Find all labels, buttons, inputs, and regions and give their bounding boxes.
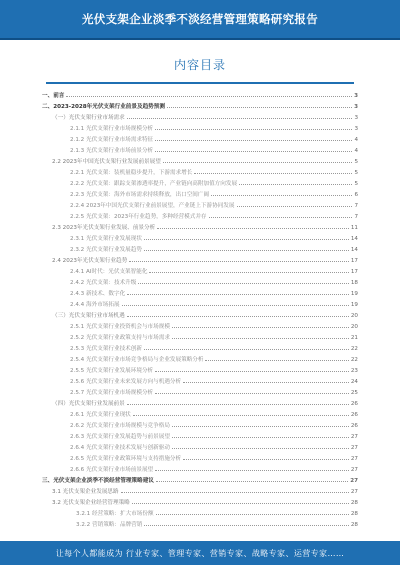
toc-title: 内容目录 — [173, 58, 226, 72]
toc-leader-dots — [239, 183, 352, 185]
toc-entry-title: 2.1.1 光伏支架行业市场规模分析 — [70, 126, 154, 132]
toc-leader-dots — [155, 469, 349, 471]
toc-entry-page: 28 — [350, 511, 358, 517]
toc-leader-dots — [209, 216, 353, 218]
toc-leader-dots — [172, 425, 349, 427]
toc-entry[interactable] — [40, 363, 358, 374]
toc-entry-title: （四）光伏支架行业发展前景 — [52, 401, 125, 407]
toc-entry-title: 3.2.2 营销策略：品牌营销 — [76, 522, 143, 528]
toc-entry[interactable] — [40, 99, 358, 110]
toc-entry[interactable] — [40, 308, 358, 319]
toc-entry-page: 7 — [354, 214, 358, 220]
toc-entry-page: 23 — [350, 368, 358, 374]
toc-divider — [46, 82, 354, 84]
toc-entry-page: 4 — [354, 148, 358, 154]
toc-entry-page: 4 — [354, 137, 358, 143]
toc-entry-page: 27 — [350, 467, 358, 473]
toc-leader-dots — [237, 205, 353, 207]
toc-entry-title: 2.5.6 光伏支架行业未来发展方向与机遇分析 — [70, 379, 182, 385]
toc-entry-title: 2.2 2023年中国光伏支架行业发展前景展望 — [52, 159, 161, 165]
report-footer — [0, 541, 400, 565]
toc-leader-dots — [194, 172, 352, 174]
toc-entry-page: 17 — [350, 269, 358, 275]
report-header — [0, 0, 400, 40]
toc-leader-dots — [138, 282, 349, 284]
toc-entry-title: 2.1.3 光伏支架行业市场前景分析 — [70, 148, 154, 154]
toc-leader-dots — [172, 436, 349, 438]
toc-leader-dots — [172, 337, 349, 339]
toc-entry[interactable] — [40, 330, 358, 341]
toc-leader-dots — [183, 381, 349, 383]
toc-leader-dots — [127, 403, 349, 405]
toc-entry[interactable] — [40, 484, 358, 495]
toc-leader-dots — [172, 447, 349, 449]
toc-entry[interactable] — [40, 462, 358, 473]
toc-entry[interactable] — [40, 418, 358, 429]
toc-entry[interactable] — [40, 176, 358, 187]
toc-entry-title: 2.3 2023年光伏支架行业发展、前景分析 — [52, 225, 156, 231]
toc-entry-page: 3 — [354, 115, 358, 121]
toc-entry[interactable] — [40, 396, 358, 407]
toc-entry-title: 2.5.7 光伏支架行业市场规模分析 — [70, 390, 154, 396]
toc-entry-title: 三、光伏支架企业淡季不淡经营管理策略建议 — [42, 478, 154, 484]
footer-slogan: 让每个人都能成为 行业专家、管理专家、营销专家、战略专家、运营专家…… — [55, 548, 345, 558]
toc-entry[interactable] — [40, 231, 358, 242]
toc-entry-title: 2.4.1 AI时代：光伏支架智能化 — [70, 269, 148, 275]
toc-entry[interactable] — [40, 165, 358, 176]
toc-leader-dots — [127, 117, 353, 119]
toc-entry-page: 22 — [350, 357, 358, 363]
toc-entry-title: 2.2.1 光伏支架：装机量稳步提升，下游需求增长 — [70, 170, 193, 176]
toc-leader-dots — [127, 293, 349, 295]
toc-entry-title: 2.2.2 光伏支架：跟踪支架渗透率提升，产业链向高附加值方向发展 — [70, 181, 238, 187]
toc-leader-dots — [155, 370, 349, 372]
toc-entry-title: 2.5.5 光伏支架行业发展环境分析 — [70, 368, 154, 374]
toc-entry-page: 20 — [350, 324, 358, 330]
toc-entry-page: 26 — [350, 423, 358, 429]
toc-entry[interactable] — [40, 253, 358, 264]
toc-entry-title: 2.5.3 光伏支架行业技术创新 — [70, 346, 142, 352]
toc-entry-page: 27 — [350, 456, 358, 462]
toc-entry-page: 28 — [350, 500, 358, 506]
toc-leader-dots — [155, 150, 352, 152]
toc-entry[interactable] — [40, 286, 358, 297]
toc-entry-title: 2.6.3 光伏支架行业发展趋势与前景展望 — [70, 434, 170, 440]
toc-entry-title: （一）光伏支架行业市场需求 — [52, 115, 125, 121]
toc-entry-page: 14 — [350, 236, 358, 242]
toc-entry-page: 25 — [350, 390, 358, 396]
toc-entry-page: 6 — [354, 192, 358, 198]
toc-leader-dots — [157, 227, 349, 229]
toc-entry[interactable] — [40, 187, 358, 198]
toc-leader-dots — [121, 491, 349, 493]
toc-entry-title: 二、2023-2028年光伏支架行业前景及趋势预测 — [42, 104, 165, 110]
toc-leader-dots — [132, 502, 349, 504]
table-of-contents — [40, 88, 358, 528]
toc-entry-page: 27 — [350, 445, 358, 451]
toc-entry-page: 28 — [350, 522, 358, 528]
toc-entry[interactable] — [40, 374, 358, 385]
toc-entry-page: 7 — [354, 203, 358, 209]
toc-entry-title: 3.2.1 经营策略：扩大市场份额 — [76, 511, 154, 517]
toc-entry[interactable] — [40, 121, 358, 132]
toc-leader-dots — [155, 128, 352, 130]
toc-leader-dots — [149, 271, 348, 273]
toc-entry[interactable] — [40, 209, 358, 220]
toc-leader-dots — [205, 359, 348, 361]
toc-leader-dots — [66, 95, 352, 97]
toc-entry-page: 3 — [354, 104, 358, 110]
toc-entry-page: 19 — [350, 302, 358, 308]
toc-entry-title: 2.3.1 光伏支架行业发展现状 — [70, 236, 142, 242]
toc-entry-page: 5 — [354, 181, 358, 187]
toc-entry-title: 2.2.5 光伏支架：2023年行业趋势，多种经营模式并存 — [70, 214, 207, 220]
toc-leader-dots — [122, 304, 349, 306]
toc-entry-page: 3 — [354, 93, 358, 99]
toc-entry[interactable] — [40, 429, 358, 440]
toc-entry[interactable] — [40, 506, 358, 517]
toc-entry-title: 2.4.2 光伏支架：技术升级 — [70, 280, 137, 286]
toc-entry[interactable] — [40, 319, 358, 330]
toc-entry-page: 26 — [350, 401, 358, 407]
toc-leader-dots — [129, 260, 349, 262]
toc-entry-title: 2.5.2 光伏支架行业政策支持与市场需求 — [70, 335, 170, 341]
toc-entry-title: 2.2.3 光伏支架：海外市场需求持续释放，出口空间广阔 — [70, 192, 210, 198]
toc-entry-page: 26 — [350, 412, 358, 418]
toc-leader-dots — [155, 392, 349, 394]
toc-entry[interactable] — [40, 451, 358, 462]
toc-entry-title: 3.1 光伏支架企业发展思路 — [52, 489, 119, 495]
toc-leader-dots — [183, 458, 349, 460]
toc-entry[interactable] — [40, 242, 358, 253]
toc-entry[interactable] — [40, 385, 358, 396]
toc-entry-title: 2.4.4 海外市场拓展 — [70, 302, 120, 308]
toc-leader-dots — [163, 161, 353, 163]
toc-entry-title: 2.4 2023年光伏支架行业趋势 — [52, 258, 128, 264]
toc-leader-dots — [211, 194, 352, 196]
toc-entry-page: 17 — [350, 258, 358, 264]
toc-entry[interactable] — [40, 517, 358, 528]
toc-leader-dots — [167, 106, 352, 108]
toc-entry-page: 5 — [354, 159, 358, 165]
toc-entry-title: 2.2.4 2023年中国光伏支架行业前景展望，产业链上下游协同发展 — [70, 203, 235, 209]
toc-entry-page: 11 — [350, 225, 358, 231]
toc-entry[interactable] — [40, 495, 358, 506]
toc-entry-page: 20 — [350, 313, 358, 319]
toc-entry-title: 一、前言 — [42, 93, 65, 99]
toc-leader-dots — [156, 480, 348, 482]
toc-entry-title: 2.6.5 光伏支架行业政策环境与支持措施分析 — [70, 456, 182, 462]
toc-entry-title: 2.6.2 光伏支架行业市场规模与竞争格局 — [70, 423, 170, 429]
toc-entry-title: 2.3.2 光伏支架行业发展趋势 — [70, 247, 142, 253]
toc-entry[interactable] — [40, 341, 358, 352]
toc-entry-title: 2.5.1 光伏支架行业投资机会与市场规模 — [70, 324, 170, 330]
toc-entry[interactable] — [40, 407, 358, 418]
toc-entry[interactable] — [40, 473, 358, 484]
toc-entry-page: 27 — [350, 489, 358, 495]
toc-leader-dots — [172, 326, 349, 328]
toc-entry-title: 2.1.2 光伏支架行业市场需求特征 — [70, 137, 154, 143]
toc-leader-dots — [133, 414, 349, 416]
toc-entry-title: 3.2 光伏支架企业经营管理策略 — [52, 500, 130, 506]
toc-leader-dots — [144, 524, 349, 526]
toc-entry-page: 27 — [350, 434, 358, 440]
toc-leader-dots — [144, 249, 349, 251]
toc-entry-page: 5 — [354, 170, 358, 176]
report-title: 光伏支架企业淡季不淡经营管理策略研究报告 — [82, 12, 318, 26]
toc-entry[interactable] — [40, 132, 358, 143]
toc-entry-title: 2.5.4 光伏支架行业市场竞争格局与企业发展策略分析 — [70, 357, 204, 363]
toc-entry[interactable] — [40, 275, 358, 286]
toc-entry-title: 2.4.3 新技术、数字化 — [70, 291, 126, 297]
toc-entry-page: 18 — [350, 280, 358, 286]
toc-entry-page: 19 — [350, 291, 358, 297]
toc-leader-dots — [144, 238, 349, 240]
toc-entry[interactable] — [40, 297, 358, 308]
toc-entry-title: 2.6.4 光伏支架行业技术发展与创新驱动 — [70, 445, 170, 451]
toc-entry-title: 2.6.6 光伏支架行业市场前景展望 — [70, 467, 154, 473]
toc-entry[interactable] — [40, 264, 358, 275]
toc-entry-page: 27 — [350, 478, 358, 484]
toc-entry-page: 14 — [350, 247, 358, 253]
toc-leader-dots — [144, 348, 349, 350]
toc-leader-dots — [155, 139, 352, 141]
toc-entry[interactable] — [40, 220, 358, 231]
toc-entry-title: （三）光伏支架行业市场机遇 — [52, 313, 125, 319]
toc-entry-page: 24 — [350, 379, 358, 385]
toc-entry-title: 2.6.1 光伏支架行业现状 — [70, 412, 131, 418]
toc-leader-dots — [156, 513, 349, 515]
toc-entry[interactable] — [40, 440, 358, 451]
toc-entry[interactable] — [40, 154, 358, 165]
toc-entry-page: 21 — [350, 335, 358, 341]
toc-entry-page: 22 — [350, 346, 358, 352]
toc-entry[interactable] — [40, 88, 358, 99]
toc-entry-page: 3 — [354, 126, 358, 132]
toc-entry[interactable] — [40, 110, 358, 121]
toc-leader-dots — [127, 315, 349, 317]
toc-entry[interactable] — [40, 143, 358, 154]
toc-entry[interactable] — [40, 198, 358, 209]
toc-entry[interactable] — [40, 352, 358, 363]
